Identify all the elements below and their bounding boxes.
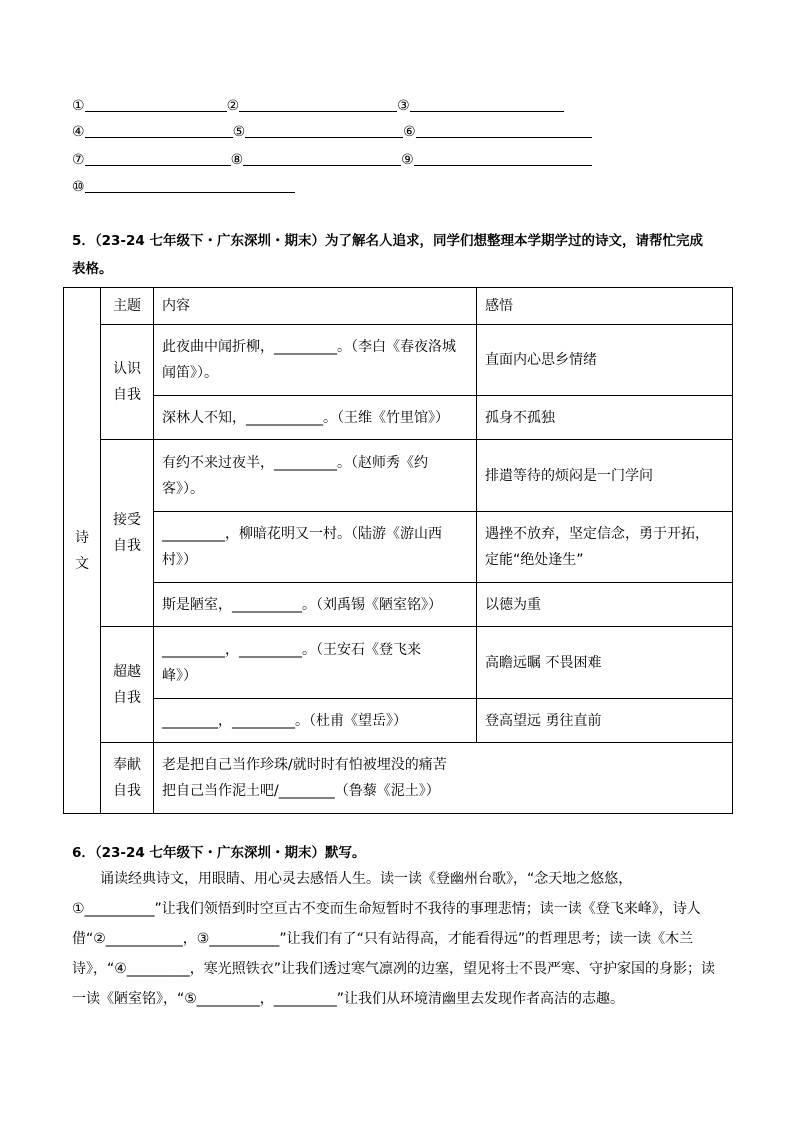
- answer-num: ⑥: [403, 124, 416, 140]
- content-line: 把自己当作泥土吧/________（鲁藜《泥土》）: [162, 783, 440, 799]
- feeling-line: 遇挫不放弃，坚定信念，勇于开拓，: [485, 526, 709, 542]
- answer-num: ⑦: [72, 152, 85, 168]
- answer-num: ⑤: [232, 124, 246, 140]
- answer-row-1: [72, 96, 564, 116]
- feeling-cell: 以德为重: [477, 583, 733, 627]
- content-line: 深林人不知，___________。（王维《竹里馆》）: [162, 409, 449, 426]
- content-cell[interactable]: [154, 583, 477, 627]
- question-6-title: 6．（23-24 七年级下・广东深圳・期末）默写。: [72, 845, 366, 861]
- answer-blank[interactable]: [239, 97, 397, 112]
- theme-line: 接受: [113, 512, 141, 528]
- question-5-title-line2: 表格。: [72, 261, 113, 277]
- theme-line: 自我: [113, 783, 141, 799]
- side-label-cell: [64, 288, 101, 814]
- content-cell[interactable]: [154, 325, 477, 396]
- content-cell[interactable]: [154, 440, 477, 512]
- side-label-char: 文: [75, 555, 89, 572]
- feeling-cell: [477, 512, 733, 583]
- feeling-line: 定能“绝处逢生”: [485, 552, 584, 568]
- content-cell[interactable]: [154, 699, 477, 743]
- theme-line: 超越: [113, 663, 141, 680]
- answer-blank[interactable]: [416, 123, 592, 138]
- question-6-paragraph: 诵读经典诗文，用眼睛、用心灵去感悟人生。读一读《登幽州台歌》，“念天地之悠悠，①__________”让我们领悟到时空亘古不变而生命短暂时不我待的事理悲情；读一读《登飞来峰》，诗人借“②___________，③__________”让我们有了“只有站得高，才能看得远”的哲理思考；读一读《木兰诗》，“④_________，寒光照铁衣”让我们透过寒气凛冽的边塞，望见将士不畏严寒、守护家国的身影；读一读《陋室铭》，“⑤_________，_________”让我们从环境清幽里去发现作者高洁的志趣。: [72, 871, 716, 1007]
- content-line: 有约不来过夜半，_________。（赵师秀《约: [162, 454, 428, 471]
- answer-blank[interactable]: [85, 97, 227, 112]
- question-5-title-line1: 5．（23-24 七年级下・广东深圳・期末）为了解名人追求，同学们想整理本学期学过的诗文，请帮忙完成: [72, 233, 704, 249]
- answer-blank[interactable]: [243, 151, 401, 166]
- theme-cell: [101, 440, 154, 627]
- theme-cell: [101, 743, 154, 814]
- answer-num: ⑨: [401, 152, 414, 168]
- answer-row-3: [72, 150, 592, 170]
- feeling-cell: 登高望远 勇往直前: [477, 699, 733, 743]
- content-line: 斯是陋室，__________。（刘禹锡《陋室铭》）: [162, 596, 442, 613]
- content-cell[interactable]: [154, 396, 477, 440]
- theme-line: 自我: [113, 689, 141, 706]
- theme-line: 自我: [113, 387, 141, 403]
- answer-blank[interactable]: [85, 178, 295, 193]
- theme-cell: [101, 325, 154, 440]
- header-feeling: 感悟: [477, 288, 733, 325]
- content-cell[interactable]: [154, 512, 477, 583]
- feeling-cell: 排遣等待的烦闷是一门学问: [477, 440, 733, 512]
- content-line: _________，柳暗花明又一村。（陆游《游山西: [162, 526, 442, 542]
- content-line: 闻笛》）。: [162, 365, 218, 381]
- header-content: 内容: [154, 288, 477, 325]
- theme-line: 奉献: [113, 757, 141, 773]
- content-line: _________，_________。（王安石《登飞来: [162, 641, 421, 658]
- theme-line: 认识: [113, 361, 141, 377]
- answer-num: ①: [72, 98, 85, 114]
- content-cell-wide[interactable]: [154, 743, 733, 814]
- answer-blank[interactable]: [410, 97, 564, 112]
- answer-num: ⑩: [72, 179, 85, 195]
- content-line: 村》）: [162, 552, 197, 568]
- content-line: ________，_________。（杜甫《望岳》）: [162, 712, 407, 729]
- answer-blank[interactable]: [245, 123, 403, 138]
- side-label-char: 诗: [75, 529, 89, 546]
- theme-cell: [101, 627, 154, 743]
- feeling-cell: 高瞻远瞩 不畏困难: [477, 627, 733, 699]
- answer-num: ⑧: [230, 152, 244, 168]
- answer-blank[interactable]: [85, 123, 233, 138]
- theme-line: 自我: [113, 538, 141, 554]
- feeling-cell: 直面内心思乡情绪: [477, 325, 733, 396]
- content-line: 客》）。: [162, 480, 204, 497]
- answer-num: ④: [72, 124, 85, 140]
- feeling-cell: 孤身不孤独: [477, 396, 733, 440]
- answer-blank[interactable]: [85, 151, 231, 166]
- poetry-table: [63, 287, 733, 814]
- answer-blank[interactable]: [414, 151, 592, 166]
- header-theme: 主题: [101, 288, 154, 325]
- answer-row-2: [72, 122, 592, 142]
- content-line: 老是把自己当作珍珠/就时时有怕被埋没的痛苦: [162, 757, 447, 773]
- answer-num: ③: [397, 98, 410, 114]
- question-6-body: [72, 864, 722, 1014]
- answer-row-4: [72, 177, 295, 197]
- content-cell[interactable]: [154, 627, 477, 699]
- content-line: 此夜曲中闻折柳，_________。（李白《春夜洛城: [162, 339, 456, 355]
- answer-num: ②: [226, 98, 240, 114]
- content-line: 峰》）: [162, 667, 197, 684]
- question-5-title: [72, 227, 703, 283]
